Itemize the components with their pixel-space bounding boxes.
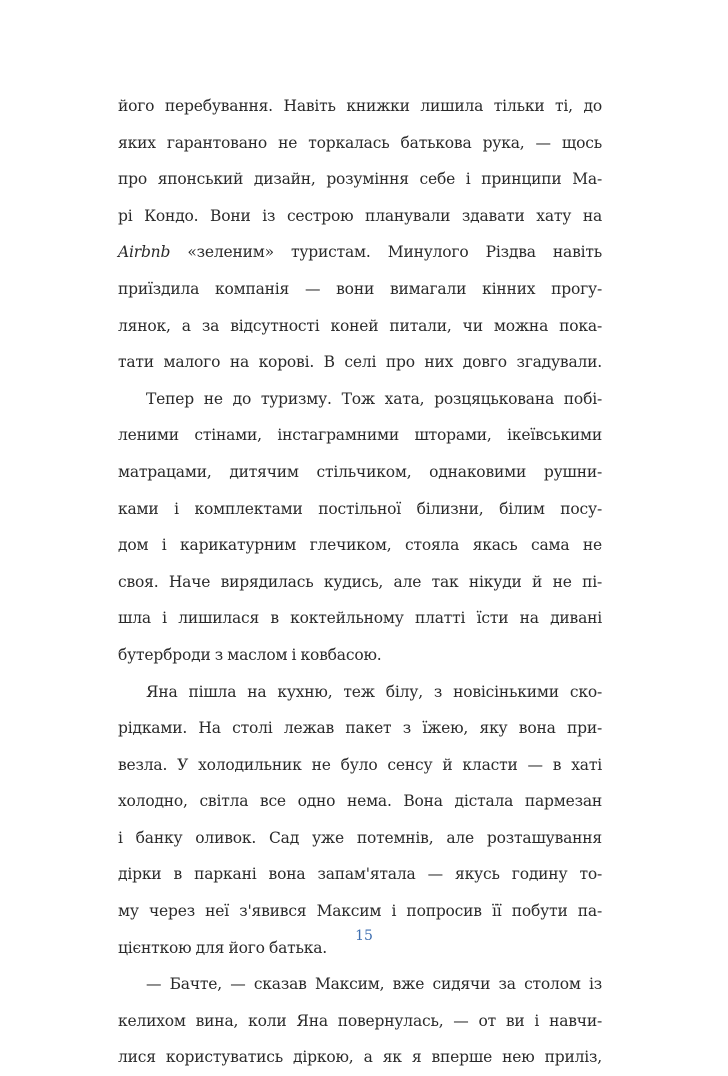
text-line: рідками. На столі лежав пакет з їжею, яку вона при- [118,719,602,738]
text-line: про японський дизайн, розуміння себе і принципи Ма- [118,170,602,189]
text-line: ками і комплектами постільної білизни, білим посу- [118,499,602,518]
text-line: везла. У холодильник не було сенсу й класти — в хаті [118,755,602,774]
text-line: тати малого на корові. В селі про них довго згадували. [118,353,602,372]
text-line: дом і карикатурним глечиком, стояла якась сама не [118,536,602,555]
text-line: Тепер не до туризму. Тож хата, розцяцькована побі- [146,389,602,408]
text-line: своя. Наче вирядилась кудись, але так нікуди й не пі- [118,572,602,591]
text-line: келихом вина, коли Яна повернулась, — от ви і навчи- [118,1011,602,1030]
text-fragment: «зеленим» туристам. Минулого Різдва навіть [170,243,602,262]
text-line: му через неї з'явився Максим і попросив її побути па- [118,902,602,921]
text-line: рі Кондо. Вони із сестрою планували здавати хату на [118,206,602,225]
text-line: леними стінами, інстаграмними шторами, ікеївськими [118,426,602,445]
italic-word: Airbnb [118,243,171,262]
text-line: шла і лишилася в коктейльному платті їсти на дивані [118,609,602,628]
text-line: і банку оливок. Сад уже потемнів, але розташування [118,828,602,847]
text-line: бутерброди з маслом і ковбасою. [118,645,382,664]
text-line: — Бачте, — сказав Максим, вже сидячи за столом із [146,975,602,994]
text-line: лянок, а за відсутності коней питали, чи можна пока- [118,316,602,335]
text-line: лися користуватись діркою, а як я вперше нею приліз, [118,1048,602,1067]
text-line: цієнткою для його батька. [118,938,328,957]
text-line: його перебування. Навіть книжки лишила тільки ті, до [118,97,602,115]
text-line: яких гарантовано не торкалась батькова рука, — щось [118,133,602,152]
text-line: холодно, світла все одно нема. Вона дістала пармезан [118,792,602,811]
text-line: дірки в паркані вона запам'ятала — якусь годину то- [118,865,602,884]
text-line: матрацами, дитячим стільчиком, однаковими рушни- [118,462,602,481]
text-line: приїздила компанія — вони вимагали кінних прогу- [118,279,602,298]
page-number: 15 [355,928,373,944]
text-line: Яна пішла на кухню, теж білу, з новісінькими ско- [146,682,602,701]
text-line [118,234,602,271]
